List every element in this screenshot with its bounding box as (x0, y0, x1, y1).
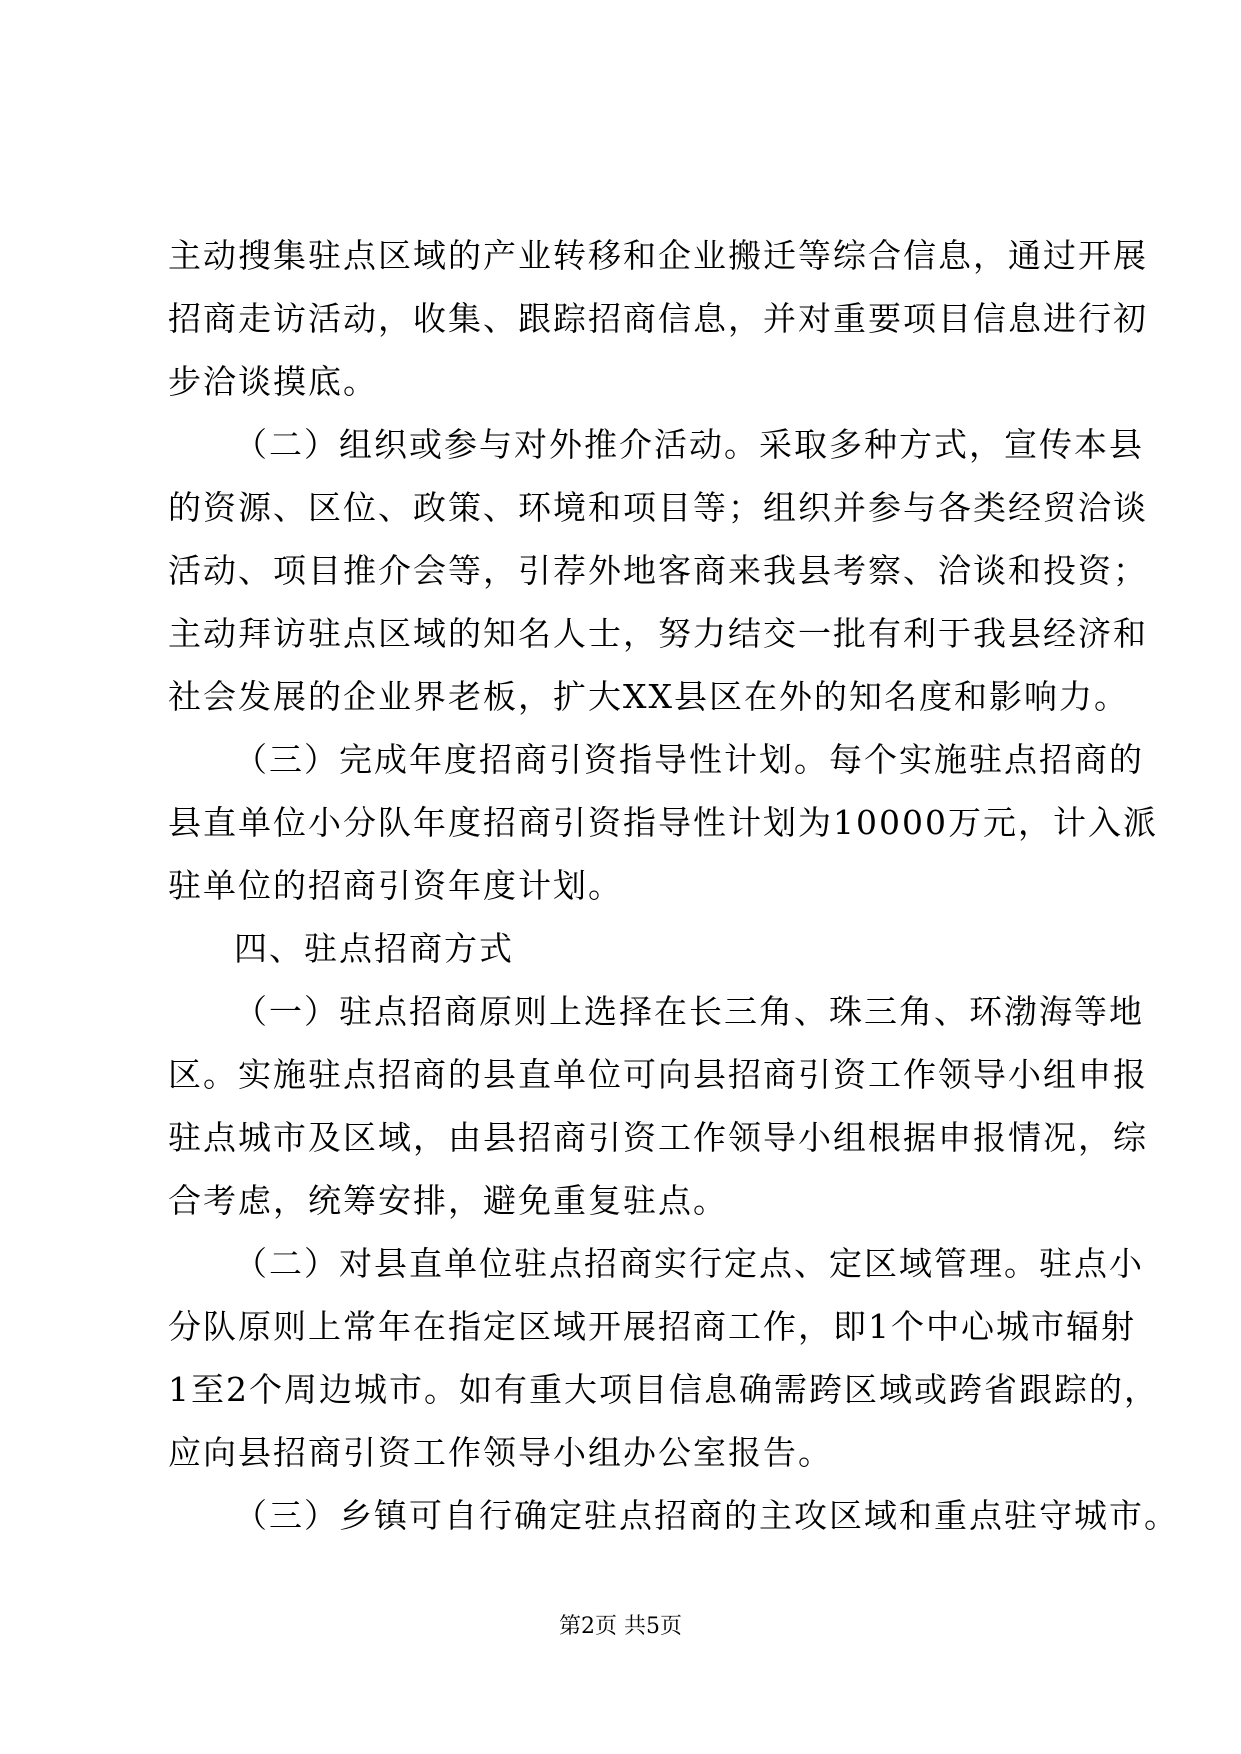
text-line: 活动、项目推介会等，引荐外地客商来我县考察、洽谈和投资； (168, 551, 1148, 590)
text-line: 驻单位的招商引资年度计划。 (168, 866, 623, 905)
paragraph (168, 980, 1148, 1232)
section-heading (168, 917, 1088, 980)
text-line: 合考虑，统筹安排，避免重复驻点。 (168, 1181, 728, 1220)
text-line: （一）驻点招商原则上选择在长三角、珠三角、环渤海等地 (234, 992, 1144, 1031)
paragraph (168, 728, 1158, 917)
text-line: 步洽谈摸底。 (168, 362, 378, 401)
page-number: 第2页 共5页 (559, 1614, 682, 1639)
text-line: 驻点城市及区域，由县招商引资工作领导小组根据申报情况，综 (168, 1118, 1148, 1157)
text-line: 区。实施驻点招商的县直单位可向县招商引资工作领导小组申报 (168, 1055, 1148, 1094)
text-line: 1至2个周边城市。如有重大项目信息确需跨区域或跨省跟踪的， (168, 1370, 1159, 1409)
text-line: 社会发展的企业界老板，扩大XX县区在外的知名度和影响力。 (168, 677, 1129, 716)
paragraph (168, 224, 1148, 413)
document-body (168, 224, 1179, 1547)
text-line: 主动拜访驻点区域的知名人士，努力结交一批有利于我县经济和 (168, 614, 1148, 653)
text-line: 主动搜集驻点区域的产业转移和企业搬迁等综合信息，通过开展 (168, 236, 1148, 275)
text-line: 应向县招商引资工作领导小组办公室报告。 (168, 1433, 833, 1472)
text-line: （三）完成年度招商引资指导性计划。每个实施驻点招商的 (234, 740, 1144, 779)
page-footer (0, 1612, 1241, 1642)
text-line: 分队原则上常年在指定区域开展招商工作，即1个中心城市辐射 (168, 1307, 1136, 1346)
text-line: 四、驻点招商方式 (234, 929, 514, 968)
text-line: （二）对县直单位驻点招商实行定点、定区域管理。驻点小 (234, 1244, 1144, 1283)
text-line: （二）组织或参与对外推介活动。采取多种方式，宣传本县 (234, 425, 1144, 464)
text-line: 县直单位小分队年度招商引资指导性计划为10000万元，计入派 (168, 803, 1158, 842)
paragraph (168, 1232, 1159, 1484)
text-line: 的资源、区位、政策、环境和项目等；组织并参与各类经贸洽谈 (168, 488, 1148, 527)
text-line: （三）乡镇可自行确定驻点招商的主攻区域和重点驻守城市。 (234, 1496, 1179, 1535)
paragraph (168, 413, 1148, 728)
text-line: 招商走访活动，收集、跟踪招商信息，并对重要项目信息进行初 (168, 299, 1148, 338)
paragraph (168, 1484, 1179, 1547)
